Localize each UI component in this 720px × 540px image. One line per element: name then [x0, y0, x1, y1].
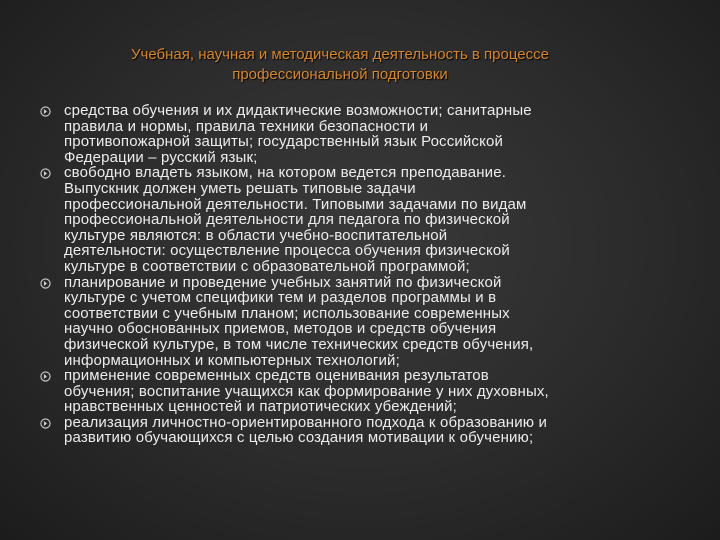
bullet-line: информационных и компьютерных технологий;	[64, 351, 400, 369]
circled-arrow-icon	[40, 371, 51, 382]
bullet-line: правила и нормы, правила техники безопасности и	[64, 117, 429, 135]
bullet-line: средства обучения и их дидактические возможности; санитарные	[64, 102, 532, 119]
bullet-line: профессиональной деятельности для педагога по физической	[64, 211, 510, 229]
bullet-item	[40, 275, 660, 369]
slide-title-line: Учебная, научная и методическая деятельность в процессе	[131, 46, 549, 63]
bullet-line: свободно владеть языком, на котором ведется преподавание.	[64, 164, 507, 182]
bullet-line: соответствии с учебным планом; использование современных	[64, 304, 510, 322]
bullet-line: профессиональной деятельности. Типовыми задачами по видам	[64, 195, 527, 213]
bullet-line: развитию обучающихся с целью создания мотивации к обучению;	[64, 429, 534, 447]
bullet-item	[40, 368, 660, 415]
circled-arrow-icon	[40, 278, 51, 289]
bullet-line: культуре с учетом специфики тем и разделов программы и в	[64, 289, 497, 307]
circled-arrow-icon	[40, 418, 51, 429]
bullet-item	[40, 103, 660, 165]
bullet-line: культуре в соответствии с образовательной программой;	[64, 257, 470, 275]
bullet-line: планирование и проведение учебных занятий по физической	[64, 273, 502, 291]
circled-arrow-icon	[40, 168, 51, 179]
bullet-line: Выпускник должен уметь решать типовые задачи	[64, 179, 416, 197]
bullet-line: реализация личностно-ориентированного подхода к образованию и	[64, 413, 548, 431]
bullet-item	[40, 415, 660, 446]
bullet-line: деятельности: осуществление процесса обучения физической	[64, 242, 510, 260]
circled-arrow-icon	[40, 106, 51, 117]
bullet-line: применение современных средств оценивания результатов	[64, 367, 489, 385]
bullet-line: культуре являются: в области учебно-воспитательной	[64, 226, 448, 244]
slide-title-line: профессиональной подготовки	[232, 66, 448, 83]
bullet-line: физической культуре, в том числе технических средств обучения,	[64, 335, 534, 353]
bullet-item	[40, 165, 660, 274]
bullet-line: противопожарной защиты; государственный язык Российской	[64, 133, 503, 151]
bullet-line: нравственных ценностей и патриотических убеждений;	[64, 398, 457, 416]
slide-title	[60, 45, 620, 85]
bullet-line: Федерации – русский язык;	[64, 148, 258, 166]
bullet-list	[40, 103, 660, 446]
bullet-line: обучения; воспитание учащихся как формирование у них духовных,	[64, 382, 549, 400]
bullet-line: научно обоснованных приемов, методов и средств обучения	[64, 320, 497, 338]
